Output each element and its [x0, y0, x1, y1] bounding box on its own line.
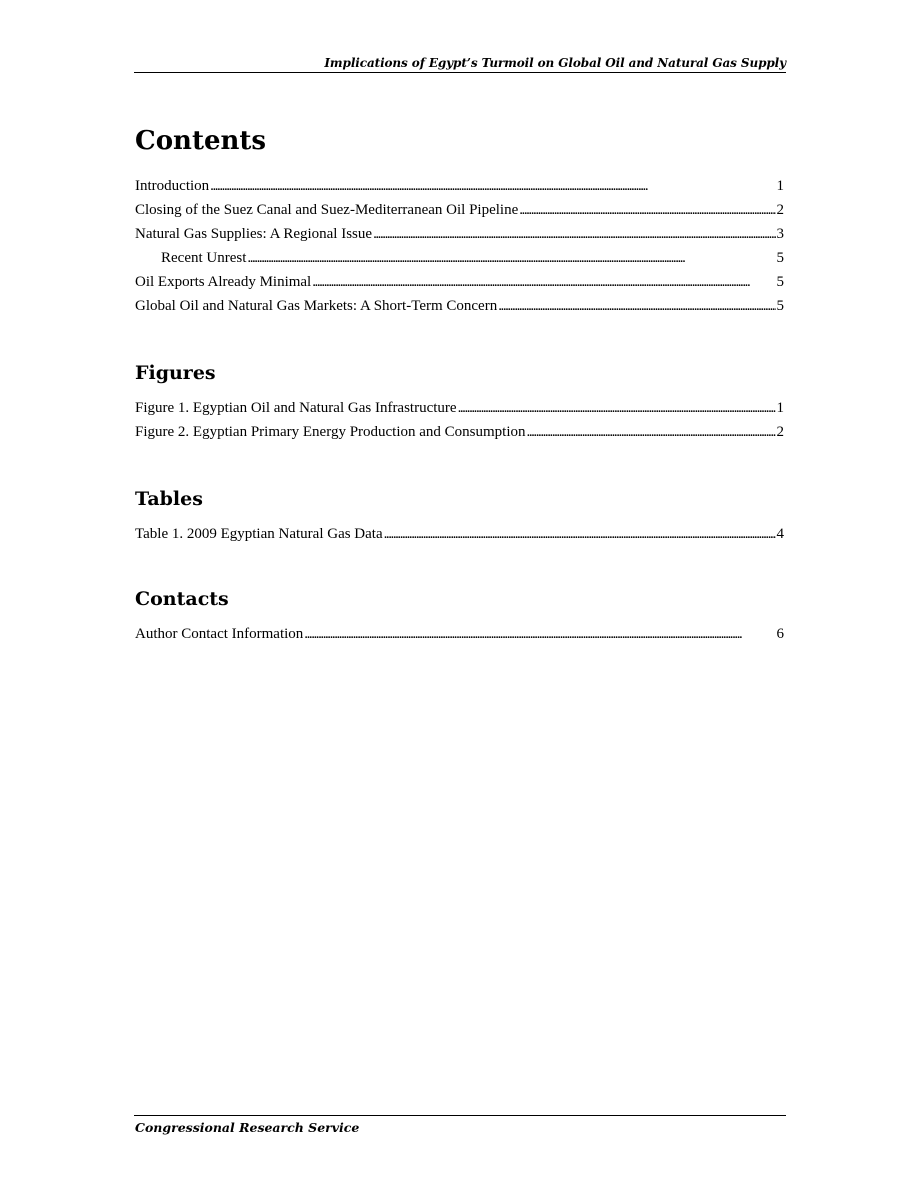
toc-entry-page: 3 — [776, 226, 784, 242]
running-header: Implications of Egypt’s Turmoil on Global Oil and Natural Gas Supply — [324, 56, 786, 70]
dot-leader — [210, 174, 775, 198]
toc-entry-page: 4 — [776, 526, 784, 542]
dot-leader — [373, 222, 775, 246]
contents-list — [135, 174, 784, 318]
toc-entry-label: Natural Gas Supplies: A Regional Issue — [135, 226, 373, 242]
toc-entry-table-1[interactable] — [135, 522, 784, 546]
figures-list — [135, 396, 784, 444]
toc-entry-page: 5 — [776, 298, 784, 314]
contents-heading: Contents — [135, 126, 267, 156]
toc-entry-figure-1[interactable] — [135, 396, 784, 420]
dot-leader — [304, 622, 775, 646]
toc-entry-label: Author Contact Information — [135, 626, 304, 642]
toc-entry-suez-canal[interactable] — [135, 198, 784, 222]
toc-entry-oil-exports[interactable] — [135, 270, 784, 294]
toc-entry-label: Oil Exports Already Minimal — [135, 274, 312, 290]
toc-entry-global-markets[interactable] — [135, 294, 784, 318]
toc-entry-page: 1 — [776, 400, 784, 416]
toc-entry-page: 2 — [776, 202, 784, 218]
dot-leader — [312, 270, 775, 294]
contacts-list — [135, 622, 784, 646]
toc-entry-label: Figure 1. Egyptian Oil and Natural Gas Infrastructure — [135, 400, 457, 416]
toc-entry-page: 5 — [776, 274, 784, 290]
tables-list — [135, 522, 784, 546]
toc-entry-label: Global Oil and Natural Gas Markets: A Short-Term Concern — [135, 298, 498, 314]
toc-entry-label: Recent Unrest — [161, 250, 247, 266]
toc-entry-author-contact[interactable] — [135, 622, 784, 646]
dot-leader — [519, 198, 775, 222]
toc-entry-label: Closing of the Suez Canal and Suez-Mediterranean Oil Pipeline — [135, 202, 519, 218]
toc-entry-natural-gas-supplies[interactable] — [135, 222, 784, 246]
toc-entry-recent-unrest[interactable] — [135, 246, 784, 270]
footer-rule — [134, 1115, 786, 1116]
toc-entry-label: Figure 2. Egyptian Primary Energy Production and Consumption — [135, 424, 526, 440]
toc-entry-label: Introduction — [135, 178, 210, 194]
dot-leader — [458, 396, 776, 420]
toc-entry-page: 6 — [776, 626, 784, 642]
toc-entry-page: 2 — [776, 424, 784, 440]
toc-entry-page: 5 — [776, 250, 784, 266]
toc-entry-label: Table 1. 2009 Egyptian Natural Gas Data — [135, 526, 383, 542]
tables-heading: Tables — [135, 488, 203, 510]
dot-leader — [498, 294, 775, 318]
contacts-heading: Contacts — [135, 588, 229, 610]
toc-entry-introduction[interactable] — [135, 174, 784, 198]
dot-leader — [247, 246, 775, 270]
figures-heading: Figures — [135, 362, 216, 384]
toc-entry-page: 1 — [776, 178, 784, 194]
toc-entry-figure-2[interactable] — [135, 420, 784, 444]
running-footer: Congressional Research Service — [135, 1120, 360, 1135]
dot-leader — [527, 420, 776, 444]
header-rule — [134, 72, 786, 73]
dot-leader — [384, 522, 776, 546]
